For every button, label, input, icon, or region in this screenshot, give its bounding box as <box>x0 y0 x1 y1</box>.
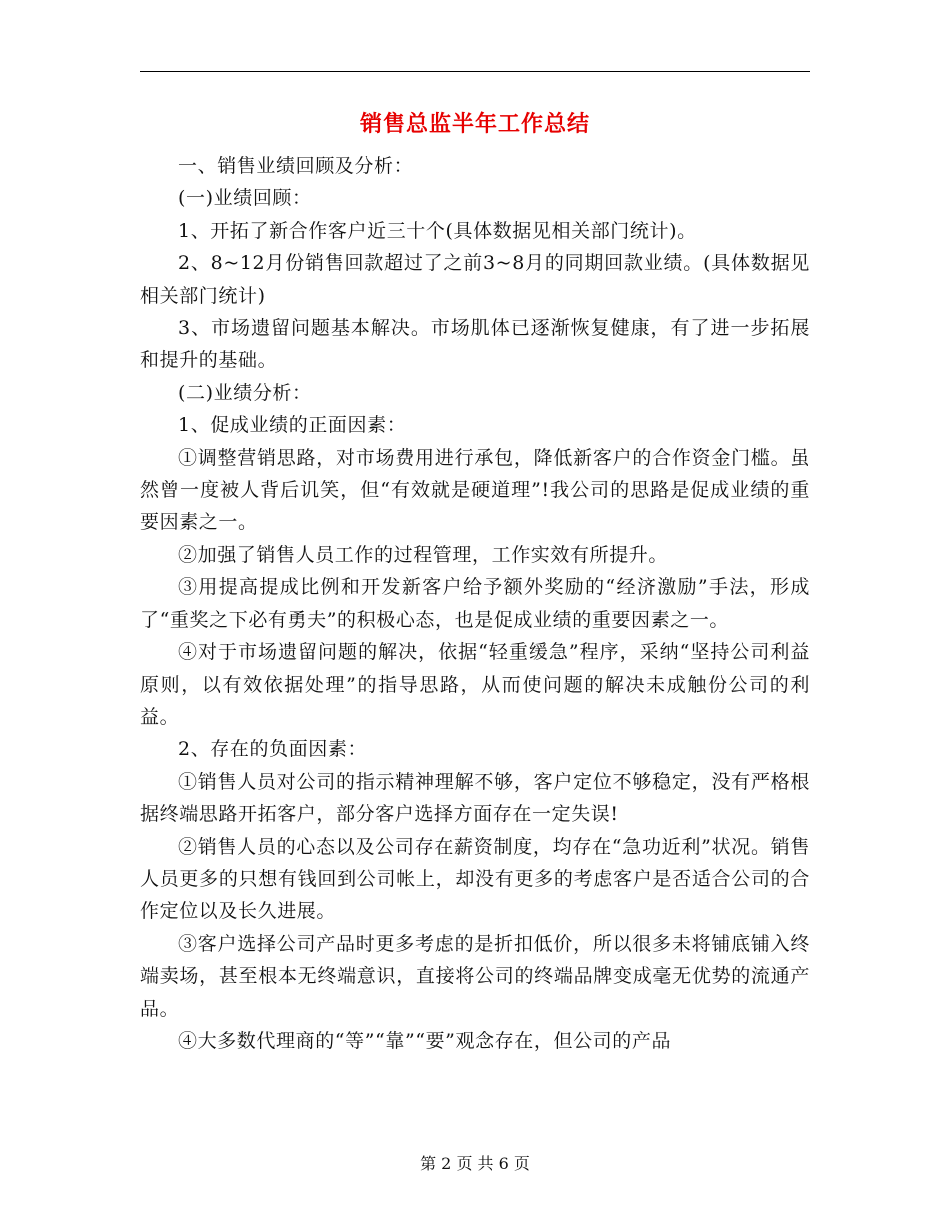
paragraph: ②加强了销售人员工作的过程管理，工作实效有所提升。 <box>178 543 669 566</box>
paragraph: 3、市场遗留问题基本解决。市场肌体已逐渐恢复健康，有了进一步拓展和提升的基础。 <box>140 317 810 372</box>
paragraph: 一、销售业绩回顾及分析： <box>178 155 414 177</box>
paragraph: ③客户选择公司产品时更多考虑的是折扣低价，所以很多未将铺底铺入终端卖场，甚至根本无终端意识，直接将公司的终端品牌变成毫无优势的流通产品。 <box>140 932 810 1020</box>
paragraph: ②销售人员的心态以及公司存在薪资制度，均存在“急功近利”状况。销售人员更多的只想有钱回到公司帐上，却没有更多的考虑客户是否适合公司的合作定位以及长久进展。 <box>140 835 810 923</box>
document-body <box>140 150 810 1057</box>
page-number: 第 2 页 共 6 页 <box>420 1154 530 1173</box>
paragraph: ①销售人员对公司的指示精神理解不够，客户定位不够稳定，没有严格根据终端思路开拓客户，部分客户选择方面存在一定失误! <box>140 770 810 826</box>
paragraph: 2、存在的负面因素： <box>178 738 368 761</box>
header-rule <box>140 71 810 72</box>
paragraph: (一)业绩回顾： <box>178 187 312 210</box>
paragraph: ③用提高提成比例和开发新客户给予额外奖励的“经济激励”手法，形成了“重奖之下必有勇夫”的积极心态，也是促成业绩的重要因素之一。 <box>140 576 810 631</box>
paragraph: ④大多数代理商的“等”“靠”“要”观念存在，但公司的产品 <box>178 1029 672 1052</box>
paragraph: 1、促成业绩的正面因素： <box>178 414 407 437</box>
paragraph: ④对于市场遗留问题的解决，依据“轻重缓急”程序，采纳“坚持公司利益原则，以有效依据处理”的指导思路，从而使问题的解决未成触份公司的利益。 <box>140 641 810 728</box>
paragraph: (二)业绩分析： <box>178 381 312 404</box>
document-title: 销售总监半年工作总结 <box>359 112 590 137</box>
paragraph: ①调整营销思路，对市场费用进行承包，降低新客户的合作资金门槛。虽然曾一度被人背后讥笑，但“有效就是硬道理”!我公司的思路是促成业绩的重要因素之一。 <box>140 446 810 534</box>
paragraph: 2、8~12月份销售回款超过了之前3~8月的同期回款业绩。(具体数据见相关部门统计) <box>140 252 810 307</box>
paragraph: 1、开拓了新合作客户近三十个(具体数据见相关部门统计)。 <box>178 219 697 242</box>
